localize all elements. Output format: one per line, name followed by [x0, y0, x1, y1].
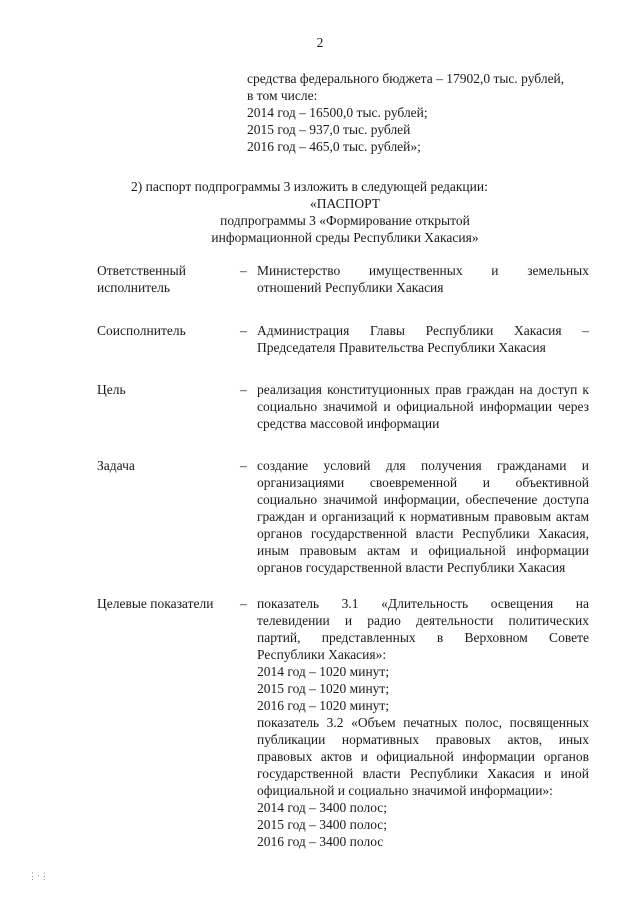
- title-line: информационной среды Республики Хакасия»: [211, 230, 479, 245]
- row-value-line: средства массовой информации: [257, 416, 440, 431]
- row-value: [257, 262, 589, 296]
- row-value: [257, 457, 589, 576]
- row-dash: –: [240, 263, 247, 278]
- row-value-line: Председателя Правительства Республики Хакасия: [257, 340, 546, 355]
- row-value-line: реализация конституционных прав граждан на доступ к: [257, 382, 589, 397]
- page-number: 2: [316, 35, 324, 50]
- intro-block: [247, 70, 607, 155]
- row-value-line: 2014 год – 3400 полос;: [257, 800, 388, 815]
- row-value-line: официальной и социально значимой информации»:: [257, 783, 553, 798]
- row-value-line: публикации нормативных правовых актов, иных: [257, 732, 589, 747]
- row-dash: –: [240, 458, 247, 473]
- row-label-line: исполнитель: [97, 280, 170, 295]
- row-label: [97, 262, 237, 296]
- row-value: [257, 322, 589, 356]
- row-value-line: Республики Хакасия»:: [257, 647, 387, 662]
- intro-line: 2014 год – 16500,0 тыс. рублей;: [247, 105, 428, 120]
- intro-line: средства федерального бюджета – 17902,0 тыс. рублей,: [247, 71, 565, 86]
- intro-line: 2016 год – 465,0 тыс. рублей»;: [247, 139, 421, 154]
- row-label-line: Целевые показатели: [97, 596, 214, 611]
- row-value-line: правовых актов и официальной информации органов: [257, 749, 589, 764]
- row-value-line: 2015 год – 3400 полос;: [257, 817, 388, 832]
- row-value-line: показатель 3.2 «Объем печатных полос, посвященных: [257, 715, 589, 730]
- row-label-line: Задача: [97, 458, 135, 473]
- row-label-line: Цель: [97, 382, 126, 397]
- row-label: [97, 322, 237, 339]
- row-value-line: иным правовым актам и официальной информации: [257, 543, 589, 558]
- row-value-line: социально значимой и официальной информации через: [257, 399, 589, 414]
- row-dash: –: [240, 323, 247, 338]
- row-dash: –: [240, 382, 247, 397]
- row-value-line: создание условий для получения гражданами и: [257, 458, 589, 473]
- row-value-line: 2015 год – 1020 минут;: [257, 681, 390, 696]
- row-label-line: Соисполнитель: [97, 323, 186, 338]
- scan-mark: ⋮‧⋮: [28, 871, 49, 881]
- row-label-line: Ответственный: [97, 263, 186, 278]
- row-value: [257, 595, 589, 850]
- row-value-line: государственной власти Республики Хакасия и иной: [257, 766, 589, 781]
- item-heading: 2) паспорт подпрограммы 3 изложить в следующей редакции:: [131, 179, 488, 194]
- row-value-line: показатель 3.1 «Длительность освещения на: [257, 596, 589, 611]
- row-value-line: Министерство имущественных и земельных: [257, 263, 589, 278]
- title-line: «ПАСПОРТ: [310, 196, 380, 211]
- row-label: [97, 381, 237, 398]
- row-value-line: партий, представленных в Верховном Совете: [257, 630, 589, 645]
- row-value-line: граждан и организаций к нормативным правовым актам: [257, 509, 589, 524]
- row-value-line: телевидении и радио деятельности политических: [257, 613, 589, 628]
- row-value-line: органов государственной власти Республики Хакасия: [257, 560, 566, 575]
- row-value-line: социально значимой информации, обеспечение доступа: [257, 492, 589, 507]
- row-value-line: 2016 год – 3400 полос: [257, 834, 384, 849]
- row-dash: –: [240, 596, 247, 611]
- row-value-line: органов государственной власти Республики Хакасия,: [257, 526, 589, 541]
- row-value-line: Администрация Главы Республики Хакасия –: [257, 323, 589, 338]
- row-label: [97, 595, 237, 612]
- row-label: [97, 457, 237, 474]
- row-value-line: отношений Республики Хакасия: [257, 280, 444, 295]
- row-value-line: организациями своевременной и объективной: [257, 475, 589, 490]
- title-line: подпрограммы 3 «Формирование открытой: [220, 213, 470, 228]
- row-value-line: 2014 год – 1020 минут;: [257, 664, 390, 679]
- intro-line: 2015 год – 937,0 тыс. рублей: [247, 122, 411, 137]
- intro-line: в том числе:: [247, 88, 318, 103]
- passport-title: [0, 195, 640, 246]
- row-value-line: 2016 год – 1020 минут;: [257, 698, 390, 713]
- row-value: [257, 381, 589, 432]
